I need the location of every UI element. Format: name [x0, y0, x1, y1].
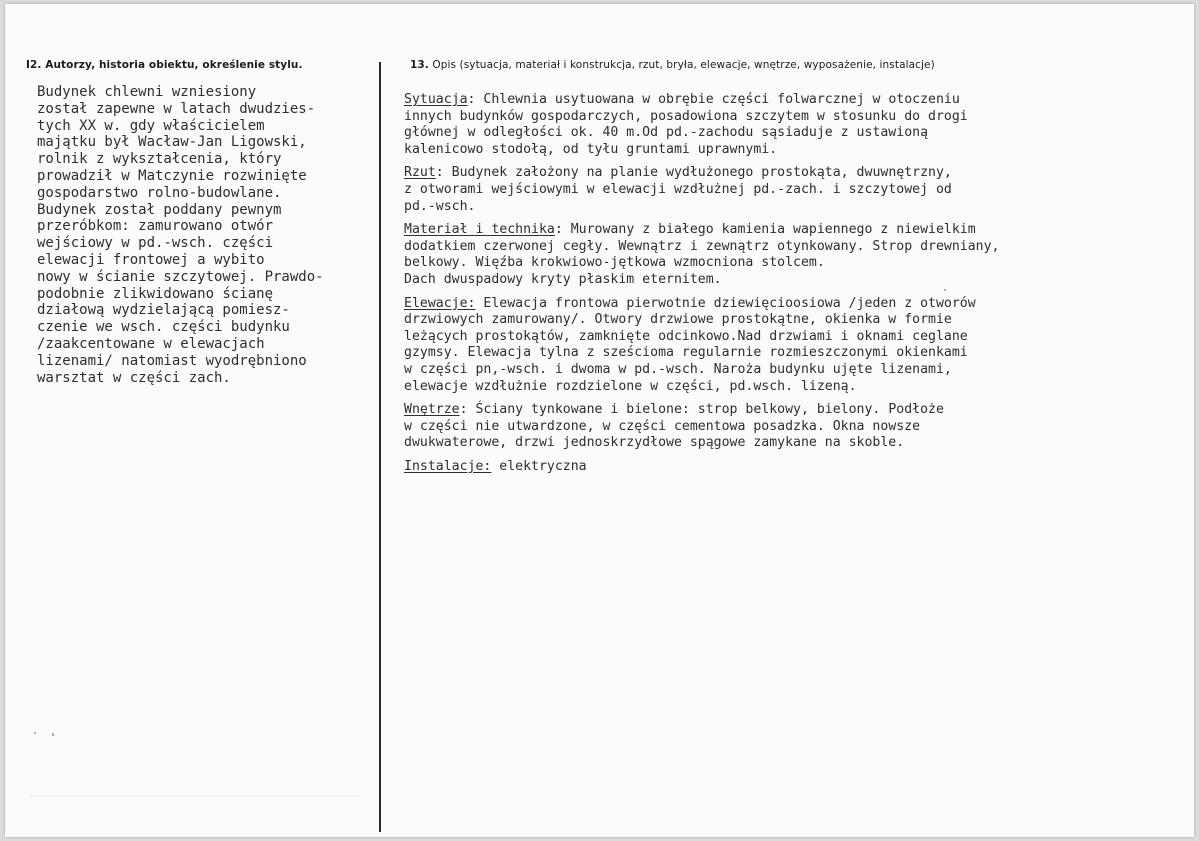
history-text	[37, 84, 377, 386]
history-line: majątku był Wacław-Jan Ligowski,	[37, 134, 307, 151]
section-12-heading: I2. Autorzy, historia obiektu, określenie stylu.	[26, 59, 303, 71]
history-line: /zaakcentowane w elewacjach	[37, 335, 265, 352]
elewacje-line: gzymsy. Elewacja tylna z sześcioma regularnie rozmieszczonymi okienkami	[404, 345, 968, 361]
instalacje-line	[404, 459, 1174, 476]
section-material	[404, 222, 1174, 288]
history-line: działową wydzielającą pomiesz-	[37, 302, 290, 319]
section-wnetrze	[404, 402, 1174, 452]
material-line: Dach dwuspadowy kryty płaskim eternitem.	[404, 271, 722, 287]
sytuacja-line: głównej w odległości ok. 40 m.Od pd.-zachodu sąsiaduje z ustawioną	[404, 125, 929, 141]
material-text: : Murowany z białego kamienia wapiennego z niewielkim	[554, 222, 976, 238]
material-line	[404, 222, 1174, 239]
history-line: czenie we wsch. części budynku	[37, 319, 290, 336]
history-line: Budynek został poddany pewnym	[37, 201, 282, 218]
description-text	[404, 92, 1174, 482]
history-line: warsztat w części zach.	[37, 369, 231, 386]
wnetrze-text: : Ściany tynkowane i bielone: strop belkowy, bielony. Podłoże	[459, 402, 944, 418]
history-line: prowadził w Matczynie rozwinięte	[37, 167, 307, 184]
instalacje-label: Instalacje:	[404, 458, 492, 474]
wnetrze-line: dwukwaterowe, drzwi jednoskrzydłowe spągowe zamykane na skoble.	[404, 435, 905, 451]
elewacje-label: Elewacje:	[404, 295, 476, 311]
history-line: elewacji frontowej a wybito	[37, 251, 265, 268]
section-sytuacja	[404, 92, 1174, 158]
elewacje-line: elewacje wzdłużnie rozdzielone w części, pd.wsch. lizeną.	[404, 378, 857, 394]
history-line: został zapewne w latach dwudzies-	[37, 100, 316, 117]
column-divider	[379, 62, 381, 832]
wnetrze-line: w części nie utwardzone, w części cementowa posadzka. Okna nowsze	[404, 418, 921, 434]
rzut-line: z otworami wejściowymi w elewacji wzdłużnej pd.-zach. i szczytowej od	[404, 181, 952, 197]
material-label: Materiał i technika	[404, 222, 555, 238]
elewacje-line	[404, 296, 1174, 313]
sytuacja-label: Sytuacja	[404, 92, 468, 107]
sytuacja-text: : Chlewnia usytuowana w obrębie części folwarcznej w otoczeniu	[467, 92, 960, 107]
history-line: przeróbkom: zamurowano otwór	[37, 218, 274, 235]
wnetrze-line	[404, 402, 1174, 419]
rzut-label: Rzut	[404, 165, 436, 181]
section-elewacje	[404, 296, 1174, 396]
history-line: podobnie zlikwidowano ścianę	[37, 285, 274, 302]
history-line: Budynek chlewni wzniesiony	[37, 84, 257, 100]
sytuacja-line: kalenicowo stodołą, od tyłu gruntami uprawnymi.	[404, 141, 778, 157]
elewacje-line: drzwiowych zamurowany/. Otwory drzwiowe prostokątne, okienka w formie	[404, 312, 952, 328]
section-13-heading	[410, 59, 935, 71]
paper-speck	[34, 732, 36, 734]
sytuacja-line: innych budynków gospodarczych, posadowiona szczytem w stosunku do drogi	[404, 108, 968, 124]
rzut-line: pd.-wsch.	[404, 198, 476, 214]
section-instalacje	[404, 459, 1174, 476]
section-13-title: Opis (sytuacja, materiał i konstrukcja, rzut, bryła, elewacje, wnętrze, wyposażenie, instalacje)	[432, 59, 935, 71]
material-line: belkowy. Więźba krokwiowo-jętkowa wzmocniona stolcem.	[404, 255, 825, 271]
material-line: dodatkiem czerwonej cegły. Wewnątrz i zewnątrz otynkowany. Strop drewniany,	[404, 238, 1000, 254]
elewacje-line: leżących prostokątów, zamknięte odcinkowo.Nad drzwiami i oknami ceglane	[404, 328, 968, 344]
history-line: nowy w ścianie szczytowej. Prawdo-	[37, 268, 324, 285]
instalacje-text: elektryczna	[491, 458, 587, 474]
rzut-line	[404, 165, 1174, 182]
faint-print-through	[30, 795, 360, 800]
elewacje-line: w części pn,-wsch. i dwoma w pd.-wsch. Naroża budynku ujęte lizenami,	[404, 361, 952, 377]
section-13-number: 13.	[410, 59, 429, 71]
elewacje-text: Elewacja frontowa pierwotnie dziewięcioosiowa /jeden z otworów	[475, 295, 976, 311]
wnetrze-label: Wnętrze	[404, 402, 460, 418]
history-line: tych XX w. gdy właścicielem	[37, 117, 265, 134]
history-line: rolnik z wykształcenia, który	[37, 151, 282, 168]
history-line: lizenami/ natomiast wyodrębniono	[37, 352, 307, 369]
sytuacja-line	[404, 92, 1174, 109]
history-line: wejściowy w pd.-wsch. części	[37, 235, 274, 252]
history-line: gospodarstwo rolno-budowlane.	[37, 184, 282, 201]
paper-speck	[944, 289, 946, 291]
paper-speck	[52, 733, 54, 736]
rzut-text: : Budynek założony na planie wydłużonego prostokąta, dwuwnętrzny,	[435, 165, 952, 181]
section-rzut	[404, 165, 1174, 215]
